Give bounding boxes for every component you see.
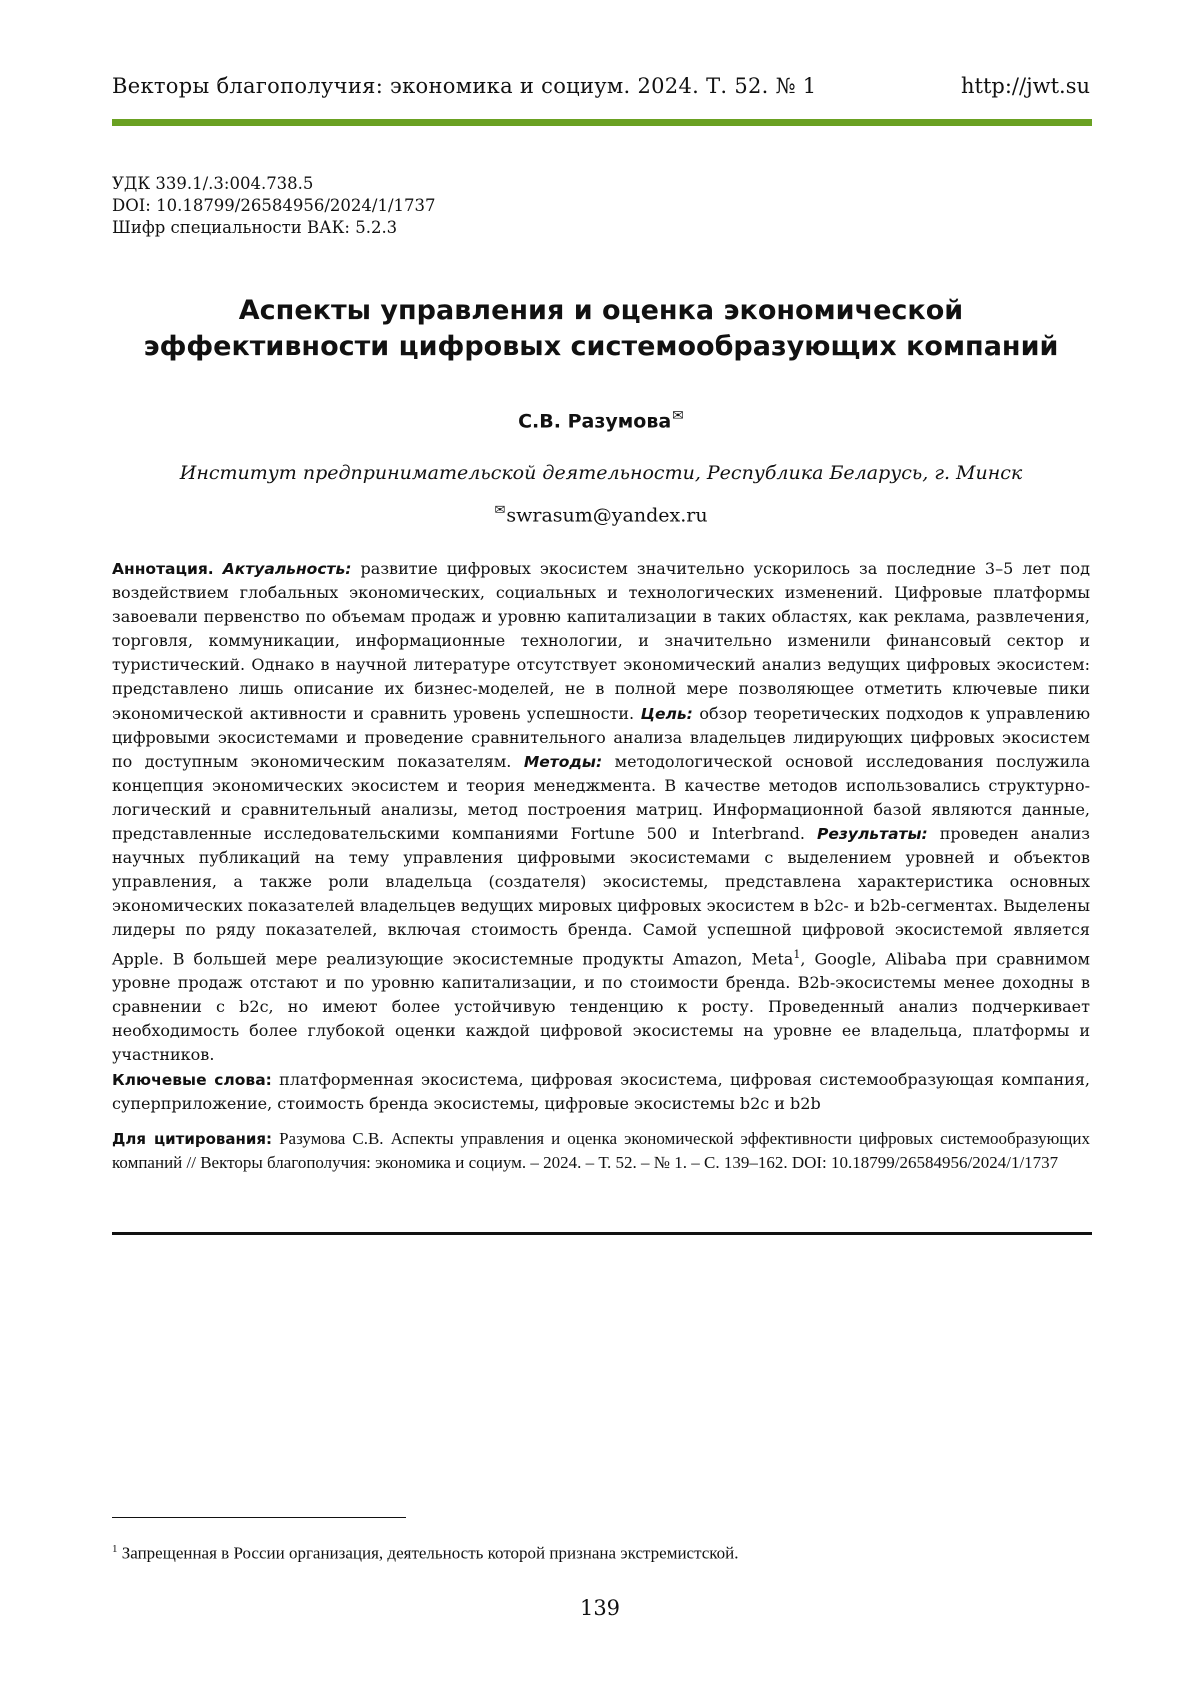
keywords-label: Ключевые слова: xyxy=(112,1071,272,1089)
vak-code: Шифр специальности ВАК: 5.2.3 xyxy=(112,217,436,239)
keywords-text: платформенная экосистема, цифровая экосистема, цифровая системообразующая компания, суперприложение, стоимость бренда экосистемы, цифровые экосистемы b2c и b2b xyxy=(112,1070,1090,1113)
page-number: 139 xyxy=(0,1596,1200,1620)
doi[interactable]: DOI: 10.18799/26584956/2024/1/1737 xyxy=(112,195,436,217)
goal-label: Цель: xyxy=(641,705,693,723)
methods-text: методологической основой исследования послужила концепция экономических экосистем и теория менеджмента. В качестве методов использовались структурно-логический и сравнительный анализы, метод построения матриц. Информационной базой являются данные, представленные исследовательскими компаниями Fortune 500 и Interbrand. xyxy=(112,752,1090,843)
citation xyxy=(112,1127,1090,1175)
header-rule xyxy=(112,119,1092,126)
article-title xyxy=(112,293,1090,365)
footnote-mark: 1 xyxy=(112,1543,118,1555)
author xyxy=(112,408,1090,432)
citation-text: Разумова С.В. Аспекты управления и оценка экономической эффективности цифровых системообразующих компаний // Векторы благополучия: экономика и социум. – 2024. – Т. 52. – № 1. – С. 139–162. DOI: 10.18799/26584956/2024/1/1737 xyxy=(112,1129,1090,1172)
footnote-rule xyxy=(112,1517,406,1518)
mail-icon: ✉ xyxy=(494,503,505,518)
running-header xyxy=(112,74,1090,104)
author-name: С.В. Разумова xyxy=(518,410,671,432)
footnote-text: Запрещенная в России организация, деятельность которой признана экстремистской. xyxy=(122,1544,739,1563)
results-text-1: проведен анализ научных публикаций на тему управления цифровыми экосистемами с выделением уровней и объектов управления, а также роли владельца (создателя) экосистемы, представлена характеристика основных экономических показателей владельцев ведущих мировых цифровых экосистем в b2c- и b2b-сегментах. Выделены лидеры по ряду показателей, включая стоимость бренда. Самой успешной цифровой экосистемой является Apple. В большей мере реализующие экосистемные продукты Amazon, Meta xyxy=(112,824,1090,968)
journal-url[interactable]: http://jwt.su xyxy=(961,74,1090,98)
journal-title: Векторы благополучия: экономика и социум. 2024. Т. 52. № 1 xyxy=(112,74,816,98)
mail-icon: ✉ xyxy=(672,408,684,424)
abstract xyxy=(112,557,1090,1067)
citation-label: Для цитирования: xyxy=(112,1130,272,1148)
email-address[interactable]: swrasum@yandex.ru xyxy=(506,504,707,526)
footnote-ref[interactable]: 1 xyxy=(793,948,800,961)
results-label: Результаты: xyxy=(817,825,928,843)
goal-text: обзор теоретических подходов к управлению цифровыми экосистемами и проведение сравнительного анализа владельцев лидирующих цифровых экосистем по доступным экономическим показателям. xyxy=(112,704,1090,771)
results-text-2: , Google, Alibaba при сравнимом уровне продаж отстают и по уровню капитализации, и по стоимости бренда. B2b-экосистемы менее доходны в сравнении с b2c, но имеют более устойчивую тенденцию к росту. Проведенный анализ подчеркивает необходимость более глубокой оценки каждой цифровой экосистемы на уровне ее владельца, платформы и участников. xyxy=(112,949,1090,1064)
abstract-label: Аннотация. xyxy=(112,560,214,578)
section-rule xyxy=(112,1232,1092,1235)
footnote xyxy=(112,1543,739,1564)
article-meta xyxy=(112,173,436,239)
relevance-text: развитие цифровых экосистем значительно ускорилось за последние 3–5 лет под воздействием глобальных экономических, социальных и технологических изменений. Цифровые платформы завоевали первенство по объемам продаж и уровню капитализации в таких областях, как реклама, развлечения, торговля, коммуникации, информационные технологии, и значительно изменили финансовый сектор и туристический. Однако в научной литературе отсутствует экономический анализ ведущих цифровых экосистем: представлено лишь описание их бизнес-моделей, не в полной мере позволяющее отметить ключевые пики экономической активности и сравнить уровень успешности. xyxy=(112,559,1090,723)
methods-label: Методы: xyxy=(524,753,602,771)
title-line-1: Аспекты управления и оценка экономической xyxy=(112,293,1090,329)
udc-code: УДК 339.1/.3:004.738.5 xyxy=(112,173,436,195)
title-line-2: эффективности цифровых системообразующих компаний xyxy=(112,329,1090,365)
affiliation: Институт предпринимательской деятельности, Республика Беларусь, г. Минск xyxy=(112,462,1090,484)
author-email xyxy=(112,503,1090,526)
relevance-label: Актуальность: xyxy=(223,560,352,578)
keywords xyxy=(112,1068,1090,1116)
